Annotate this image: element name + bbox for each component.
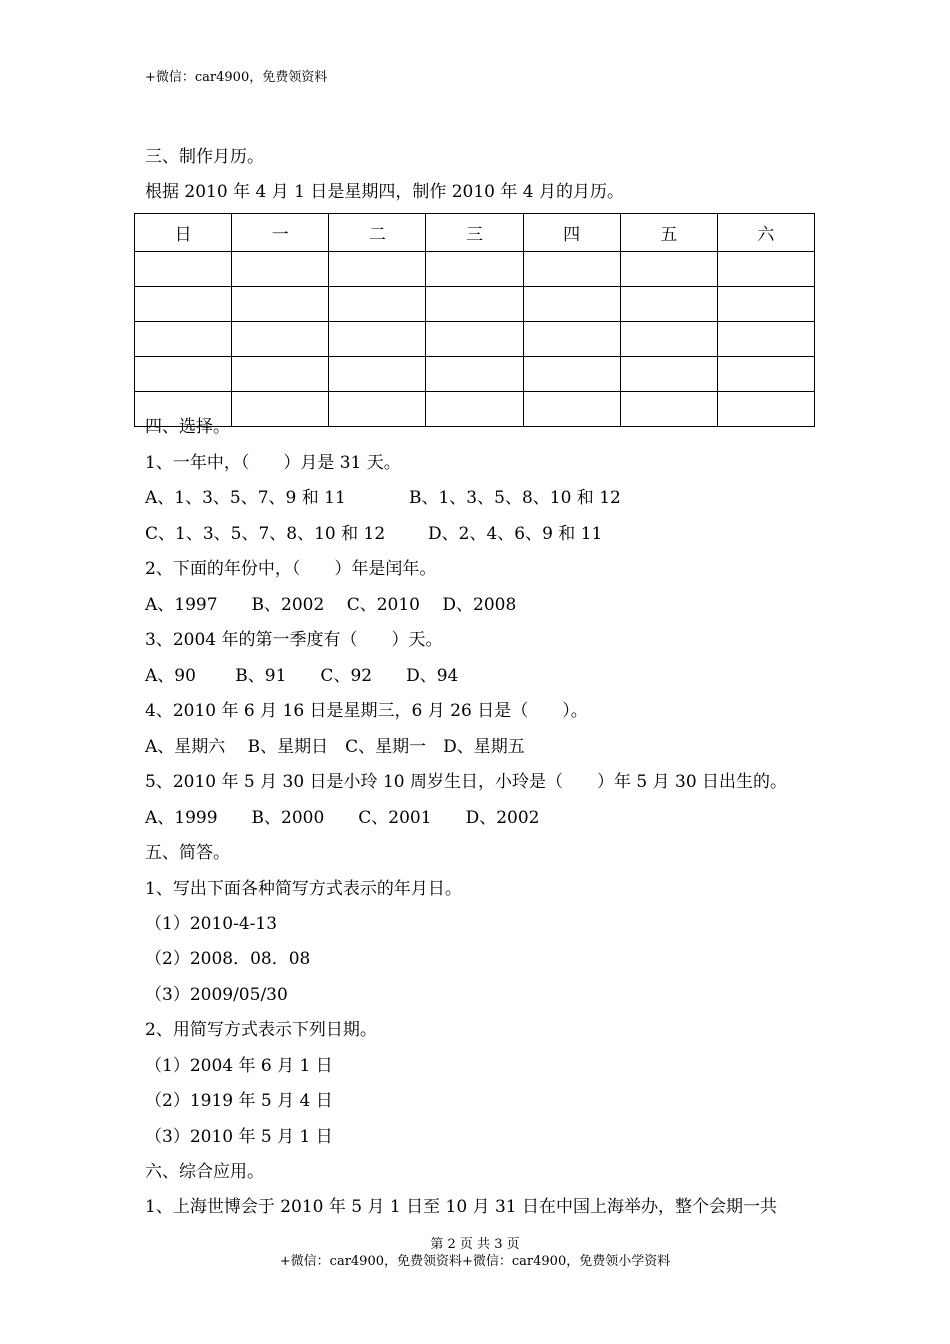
- question-4-1: 1、一年中，（ ）月是 31 天。: [145, 453, 401, 473]
- weekday-sun: 日: [135, 214, 232, 252]
- question-5-2-item: （1）2004 年 6 月 1 日: [145, 1056, 333, 1076]
- calendar-cell[interactable]: [329, 287, 426, 322]
- calendar-cell[interactable]: [135, 357, 232, 392]
- question-5-2: 2、用简写方式表示下列日期。: [145, 1020, 377, 1040]
- calendar-cell[interactable]: [426, 357, 523, 392]
- weekday-mon: 一: [232, 214, 329, 252]
- calendar-cell[interactable]: [329, 252, 426, 287]
- calendar-row: [135, 322, 815, 357]
- section-3-instruction: 根据 2010 年 4 月 1 日是星期四，制作 2010 年 4 月的月历。: [145, 182, 625, 202]
- calendar-cell[interactable]: [620, 252, 717, 287]
- calendar-cell[interactable]: [620, 357, 717, 392]
- calendar-cell[interactable]: [232, 252, 329, 287]
- section-4-title: 四、选择。: [145, 417, 230, 437]
- question-4-4-options: A、星期六 B、星期日 C、星期一 D、星期五: [145, 737, 525, 757]
- question-4-3: 3、2004 年的第一季度有（ ）天。: [145, 630, 443, 650]
- calendar-cell[interactable]: [135, 252, 232, 287]
- calendar-header-row: [135, 214, 815, 252]
- calendar-cell[interactable]: [620, 322, 717, 357]
- question-4-2-options: A、1997 B、2002 C、2010 D、2008: [145, 595, 517, 615]
- calendar-cell[interactable]: [523, 287, 620, 322]
- calendar-cell[interactable]: [426, 287, 523, 322]
- calendar-cell[interactable]: [717, 357, 814, 392]
- calendar-cell[interactable]: [620, 392, 717, 427]
- question-5-1-item: （3）2009/05/30: [145, 985, 288, 1005]
- page-number: 第 2 页 共 3 页: [430, 1237, 520, 1252]
- question-4-1-option-a: A、1、3、5、7、9 和 11: [145, 488, 346, 508]
- calendar-cell[interactable]: [426, 392, 523, 427]
- question-4-1-option-b: B、1、3、5、8、10 和 12: [409, 488, 621, 508]
- section-5-title: 五、简答。: [145, 843, 230, 863]
- question-5-1: 1、写出下面各种简写方式表示的年月日。: [145, 879, 462, 899]
- calendar-cell[interactable]: [620, 287, 717, 322]
- calendar-cell[interactable]: [717, 252, 814, 287]
- calendar-cell[interactable]: [329, 322, 426, 357]
- weekday-sat: 六: [717, 214, 814, 252]
- weekday-thu: 四: [523, 214, 620, 252]
- calendar-cell[interactable]: [135, 287, 232, 322]
- calendar-cell[interactable]: [232, 357, 329, 392]
- question-5-1-item: （2）2008．08．08: [145, 949, 311, 969]
- calendar-cell[interactable]: [717, 392, 814, 427]
- calendar-cell[interactable]: [523, 357, 620, 392]
- weekday-tue: 二: [329, 214, 426, 252]
- section-6-title: 六、综合应用。: [145, 1162, 264, 1182]
- question-4-1-option-d: D、2、4、6、9 和 11: [428, 524, 603, 544]
- calendar-cell[interactable]: [329, 357, 426, 392]
- calendar-cell[interactable]: [232, 322, 329, 357]
- calendar-row: [135, 392, 815, 427]
- question-5-1-item: （1）2010-4-13: [145, 914, 278, 934]
- question-4-5: 5、2010 年 5 月 30 日是小玲 10 周岁生日，小玲是（ ）年 5 月 30 日出生的。: [145, 772, 788, 792]
- header-watermark: +微信：car4900，免费领资料: [145, 70, 328, 85]
- calendar-cell[interactable]: [523, 322, 620, 357]
- question-4-4: 4、2010 年 6 月 16 日是星期三，6 月 26 日是（ ）。: [145, 701, 588, 721]
- calendar-cell[interactable]: [135, 322, 232, 357]
- calendar-row: [135, 252, 815, 287]
- calendar-cell[interactable]: [426, 252, 523, 287]
- question-4-3-options: A、90 B、91 C、92 D、94: [145, 666, 459, 686]
- calendar-row: [135, 357, 815, 392]
- question-4-5-options: A、1999 B、2000 C、2001 D、2002: [145, 808, 540, 828]
- calendar-cell[interactable]: [232, 287, 329, 322]
- calendar-cell[interactable]: [523, 252, 620, 287]
- section-3-title: 三、制作月历。: [145, 147, 264, 167]
- question-5-2-item: （2）1919 年 5 月 4 日: [145, 1091, 333, 1111]
- question-4-1-option-c: C、1、3、5、7、8、10 和 12: [145, 524, 386, 544]
- calendar-cell[interactable]: [717, 322, 814, 357]
- calendar-cell[interactable]: [329, 392, 426, 427]
- footer-watermark: +微信：car4900，免费领资料+微信：car4900，免费领小学资料: [279, 1254, 671, 1269]
- calendar-cell[interactable]: [717, 287, 814, 322]
- question-6-1: 1、上海世博会于 2010 年 5 月 1 日至 10 月 31 日在中国上海举办，整个会期一共: [145, 1197, 778, 1217]
- calendar-cell[interactable]: [523, 392, 620, 427]
- weekday-fri: 五: [620, 214, 717, 252]
- question-5-2-item: （3）2010 年 5 月 1 日: [145, 1127, 333, 1147]
- calendar-cell[interactable]: [426, 322, 523, 357]
- calendar-row: [135, 287, 815, 322]
- weekday-wed: 三: [426, 214, 523, 252]
- calendar-table: [134, 213, 815, 427]
- calendar-cell[interactable]: [232, 392, 329, 427]
- question-4-2: 2、下面的年份中，（ ）年是闰年。: [145, 559, 437, 579]
